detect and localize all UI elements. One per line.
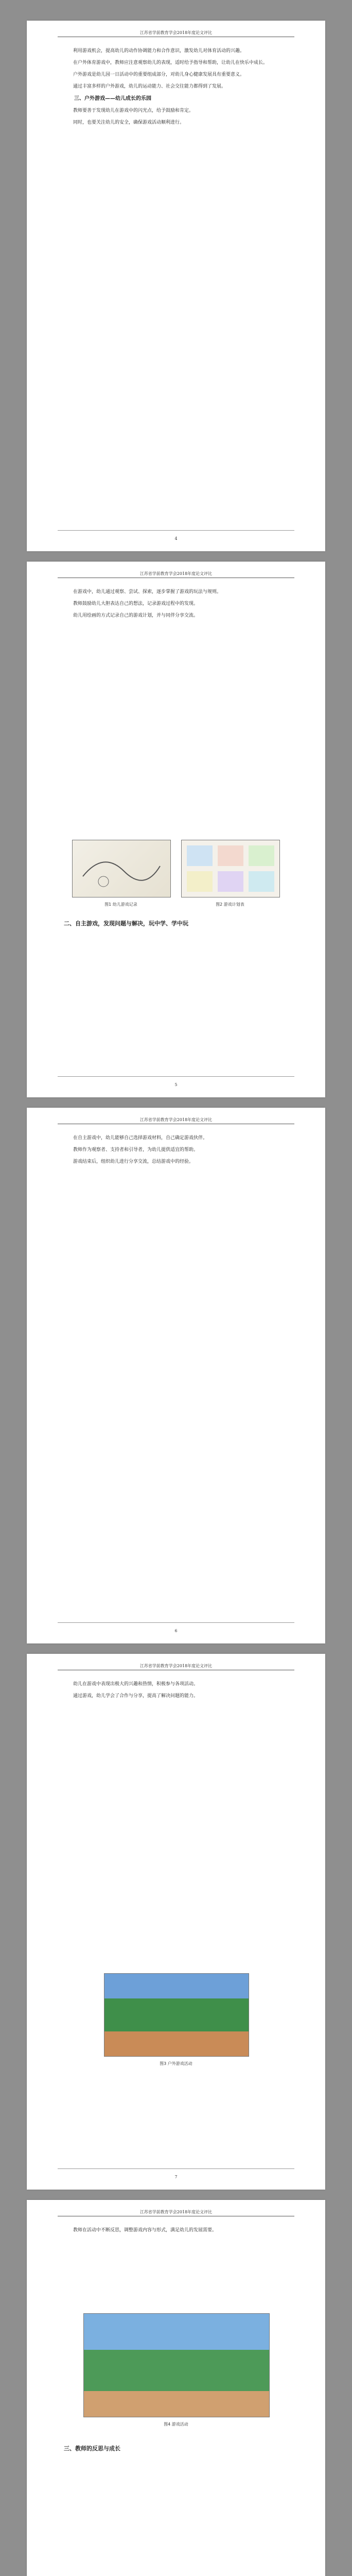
section-heading: 二、自主游戏，发现问题与解决，玩中学、学中玩: [64, 920, 188, 927]
page-number: 6: [174, 1629, 178, 1633]
running-head: 江苏省学前教育学会2018年度论文评比: [139, 571, 213, 576]
paragraph: 在自主游戏中，幼儿能够自己选择游戏材料，自己确定游戏伙伴。: [73, 1136, 208, 1141]
paragraph: 同时，也要关注幼儿的安全，确保游戏活动顺利进行。: [73, 120, 185, 125]
document-page: [27, 562, 325, 1097]
running-head: 江苏省学前教育学会2018年度论文评比: [139, 2210, 213, 2214]
paragraph: 在户外体育游戏中，教师应注意观察幼儿的表现，适时给予指导和帮助，让幼儿在快乐中成长。: [73, 60, 268, 65]
paragraph: 教师在活动中不断反思，调整游戏内容与形式，满足幼儿的发展需要。: [73, 2228, 217, 2233]
figure-caption: 图2 游戏计划表: [216, 902, 244, 907]
figure-caption: 图4 游戏活动: [164, 2422, 188, 2427]
photo-outdoor-play: [104, 1973, 249, 2057]
paragraph: 幼儿在游戏中表现出极大的兴趣和热情，积极参与各项活动。: [73, 1682, 199, 1687]
page-body: [64, 1679, 288, 1967]
paragraph: 通过游戏，幼儿学会了合作与分享，提高了解决问题的能力。: [73, 1693, 199, 1699]
paragraph: 利用游戏机会，提高幼儿的动作协调能力和合作意识，激发幼儿对体育活动的兴趣。: [73, 48, 245, 54]
paragraph: 在游戏中，幼儿通过观察、尝试、探索，逐步掌握了游戏的玩法与规则。: [73, 589, 222, 595]
paragraph: 通过丰富多样的户外游戏，幼儿的运动能力、社会交往能力都得到了发展。: [73, 84, 226, 89]
paragraph: 户外游戏是幼儿园一日活动中的重要组成部分，对幼儿身心健康发展具有重要意义。: [73, 72, 245, 77]
paragraph: 教师作为观察者、支持者和引导者，为幼儿提供适宜的帮助。: [73, 1147, 199, 1153]
footer-rule: [58, 1622, 294, 1623]
paragraph: 教师要善于发现幼儿在游戏中的闪光点，给予鼓励和肯定。: [73, 108, 194, 113]
photo-activity: [83, 2313, 270, 2417]
section-heading: 三、教师的反思与成长: [64, 2445, 120, 2452]
document-page: [27, 21, 325, 551]
page-body: [64, 1132, 288, 1613]
page-number: 7: [174, 2175, 178, 2179]
page-body: [64, 2225, 288, 2307]
drawing-icon: [73, 840, 170, 897]
document-page: [27, 1108, 325, 1643]
page-body: [64, 45, 288, 520]
photo-record-drawing: [72, 840, 171, 897]
running-head: 江苏省学前教育学会2018年度论文评比: [139, 1664, 213, 1668]
footer-rule: [58, 2168, 294, 2169]
figure-caption: 图3 户外游戏活动: [160, 2061, 192, 2066]
grid-icon: [182, 840, 279, 897]
paragraph: 教师鼓励幼儿大胆表达自己的想法，记录游戏过程中的发现。: [73, 601, 199, 606]
page-number: 4: [174, 536, 178, 541]
photo-plan-chart: [181, 840, 280, 897]
running-head: 江苏省学前教育学会2018年度论文评比: [139, 30, 213, 35]
paragraph: 幼儿用绘画的方式记录自己的游戏计划，并与同伴分享交流。: [73, 613, 199, 618]
footer-rule: [58, 1076, 294, 1077]
paragraph: 游戏结束后，组织幼儿进行分享交流，总结游戏中的经验。: [73, 1159, 194, 1164]
section-heading: 三、户外游戏——幼儿成长的乐园: [74, 96, 151, 101]
page-number: 5: [174, 1082, 178, 1087]
document-page: [27, 2200, 325, 2576]
document-page: [27, 1654, 325, 2190]
footer-rule: [58, 530, 294, 531]
page-body: [64, 917, 288, 1066]
running-head: 江苏省学前教育学会2018年度论文评比: [139, 1117, 213, 1122]
page-body: [64, 2442, 288, 2576]
figure-caption: 图1 幼儿游戏记录: [104, 902, 137, 907]
page-body: [64, 586, 288, 834]
